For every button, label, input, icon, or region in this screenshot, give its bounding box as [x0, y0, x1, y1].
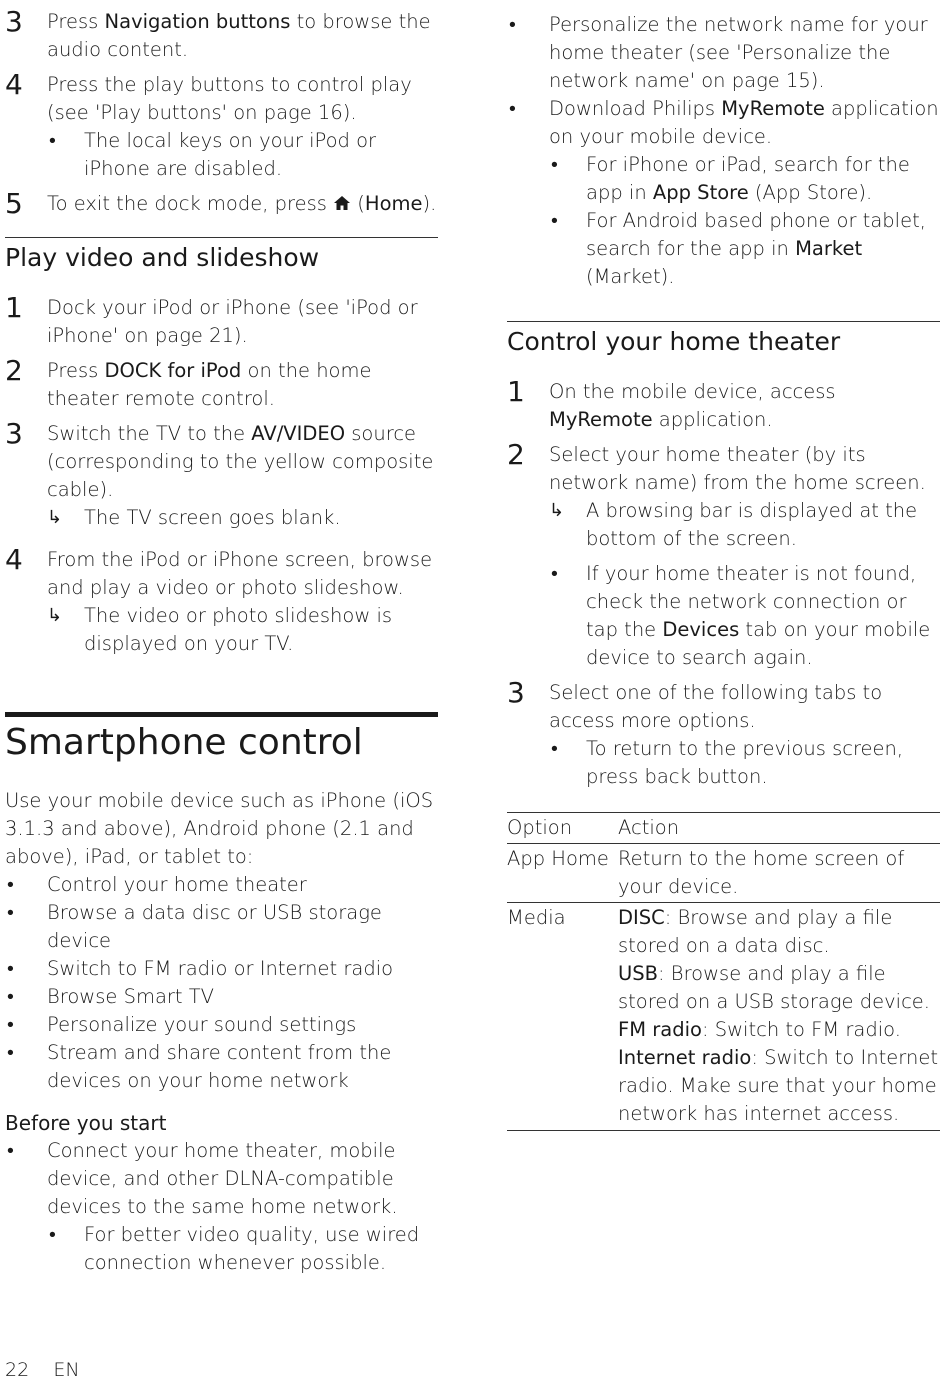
step-number: 2: [5, 354, 23, 387]
step-4-play: 4 Press the play buttons to control play (see 'Play buttons' on page 16). • The local keys on your iPod or iPhone are disabled.: [5, 71, 438, 183]
result-line: ↳ The TV screen goes blank.: [47, 504, 438, 532]
step-number: 2: [507, 438, 525, 471]
bullet-icon: •: [7, 957, 14, 980]
table-row: [507, 903, 940, 1131]
step-number: 1: [5, 291, 23, 324]
section-divider: [507, 321, 940, 322]
list-item: • Browse a data disc or USB storage device: [7, 901, 382, 952]
bullet-icon: •: [7, 1041, 14, 1064]
bullet-icon: •: [7, 1139, 14, 1162]
sub-bullet: • The local keys on your iPod or iPhone are disabled.: [49, 129, 377, 180]
step-3-navigation: 3 Press Navigation buttons to browse the audio content.: [5, 5, 431, 61]
list-item: • Browse Smart TV: [5, 983, 438, 1011]
list-item: • Connect your home theater, mobile device, and other DLNA-compatible devices to the same home network. • For better video quality, use wired connection whenever possible.: [5, 1137, 438, 1277]
bullet-icon: •: [509, 13, 516, 36]
left-column: [5, 0, 438, 1277]
step-number: 4: [5, 543, 23, 576]
step-number: 4: [5, 68, 23, 101]
play-step-2: 2 Press DOCK for iPod on the home theater remote control.: [5, 354, 372, 410]
step-number: 3: [507, 676, 525, 709]
control-step-3: 3 Select one of the following tabs to access more options. • To return to the previous screen, press back button.: [507, 679, 940, 791]
bullet-icon: •: [551, 562, 558, 585]
bullet-icon: •: [551, 209, 558, 232]
option-cell: Media: [507, 903, 618, 1131]
step-number: 1: [507, 375, 525, 408]
play-step-3: 3 Switch the TV to the AV/VIDEO source (corresponding to the yellow composite cable). ↳ The TV screen goes blank.: [5, 420, 438, 532]
step-number: 3: [5, 5, 23, 38]
section-title-play-video: Play video and slideshow: [5, 243, 320, 272]
bullet-icon: •: [7, 985, 14, 1008]
result-arrow-icon: ↳: [549, 500, 565, 521]
result-arrow-icon: ↳: [47, 605, 63, 626]
result-line: ↳ A browsing bar is displayed at the bottom of the screen.: [549, 499, 918, 550]
smartphone-bullets: [5, 871, 438, 1095]
bullet-icon: •: [551, 737, 558, 760]
step-5-exit: 5 To exit the dock mode, press (Home).: [5, 187, 437, 220]
table-header-action: Action: [618, 813, 940, 844]
section-title-control: Control your home theater: [507, 327, 841, 356]
play-step-4: 4 From the iPod or iPhone screen, browse and play a video or photo slideshow. ↳ The video or photo slideshow is displayed on your TV.: [5, 546, 438, 658]
bullet-icon: •: [7, 873, 14, 896]
step-number: 3: [5, 417, 23, 450]
option-cell: App Home: [507, 844, 618, 903]
list-item: • Personalize your sound settings: [5, 1011, 438, 1039]
action-cell: [618, 903, 940, 1131]
page-number: 22: [5, 1359, 30, 1381]
action-internet: Internet radio: Switch to Internet radio. Make sure that your home network has internet access.: [618, 1046, 938, 1125]
table-header-row: [507, 813, 940, 844]
sub-bullet: • For better video quality, use wired connection whenever possible.: [49, 1223, 420, 1274]
bullet-icon: •: [49, 1223, 56, 1246]
action-fm: FM radio: Switch to FM radio.: [618, 1018, 901, 1041]
result-line: ↳ The video or photo slideshow is displayed on your TV.: [47, 604, 393, 655]
list-item: • Control your home theater: [5, 871, 438, 899]
bullet-icon: •: [7, 1013, 14, 1036]
chapter-title-smartphone: Smartphone control: [5, 722, 363, 763]
result-arrow-icon: ↳: [47, 507, 63, 528]
language-code: EN: [53, 1359, 80, 1381]
bullet-icon: •: [509, 97, 516, 120]
sub-bullet: • For iPhone or iPad, search for the app in App Store (App Store).: [551, 153, 910, 204]
bullet-icon: •: [7, 901, 14, 924]
list-item: • Stream and share content from the devices on your home network: [7, 1041, 392, 1092]
right-column: [507, 0, 940, 1131]
section-divider: [5, 237, 438, 238]
sub-bullet: • If your home theater is not found, check the network connection or tap the Devices tab on your mobile device to search again.: [551, 562, 931, 669]
control-step-1: 1 On the mobile device, access MyRemote application.: [507, 375, 836, 431]
chapter-divider: [5, 712, 438, 717]
list-item: • Switch to FM radio or Internet radio: [5, 955, 438, 983]
sub-bullet: • For Android based phone or tablet, search for the app in Market (Market).: [551, 209, 926, 288]
table-row: [507, 844, 940, 903]
smartphone-intro: Use your mobile device such as iPhone (iOS 3.1.3 and above), Android phone (2.1 and above), iPad, or tablet to:: [5, 789, 434, 868]
home-icon: [333, 192, 351, 215]
subheading-before-start: Before you start: [5, 1111, 167, 1135]
play-step-1: 1 Dock your iPod or iPhone (see 'iPod or iPhone' on page 21).: [5, 291, 418, 347]
page-footer: [5, 1357, 80, 1383]
step-number: 5: [5, 187, 23, 220]
bullet-icon: •: [49, 129, 56, 152]
action-cell: Return to the home screen of your device.: [618, 844, 940, 903]
list-item: • Download Philips MyRemote application on your mobile device. • For iPhone or iPad, search for the app in App Store (App Store). • For Android based phone or tablet, search for the app in Market (Market).: [507, 95, 940, 291]
control-step-2: 2 Select your home theater (by its network name) from the home screen. ↳ A browsing bar is displayed at the bottom of the screen. • If your home theater is not found, check the network connection or tap the Devices tab on your mobile device to search again.: [507, 441, 940, 672]
sub-bullet: • To return to the previous screen, press back button.: [551, 737, 904, 788]
action-disc: DISC: Browse and play a file stored on a data disc.: [618, 906, 893, 957]
options-table: [507, 812, 940, 1131]
action-usb: USB: Browse and play a file stored on a USB storage device.: [618, 962, 930, 1013]
table-header-option: Option: [507, 813, 618, 844]
bullet-icon: •: [551, 153, 558, 176]
list-item: • Personalize the network name for your home theater (see 'Personalize the network name' on page 15).: [509, 13, 928, 92]
